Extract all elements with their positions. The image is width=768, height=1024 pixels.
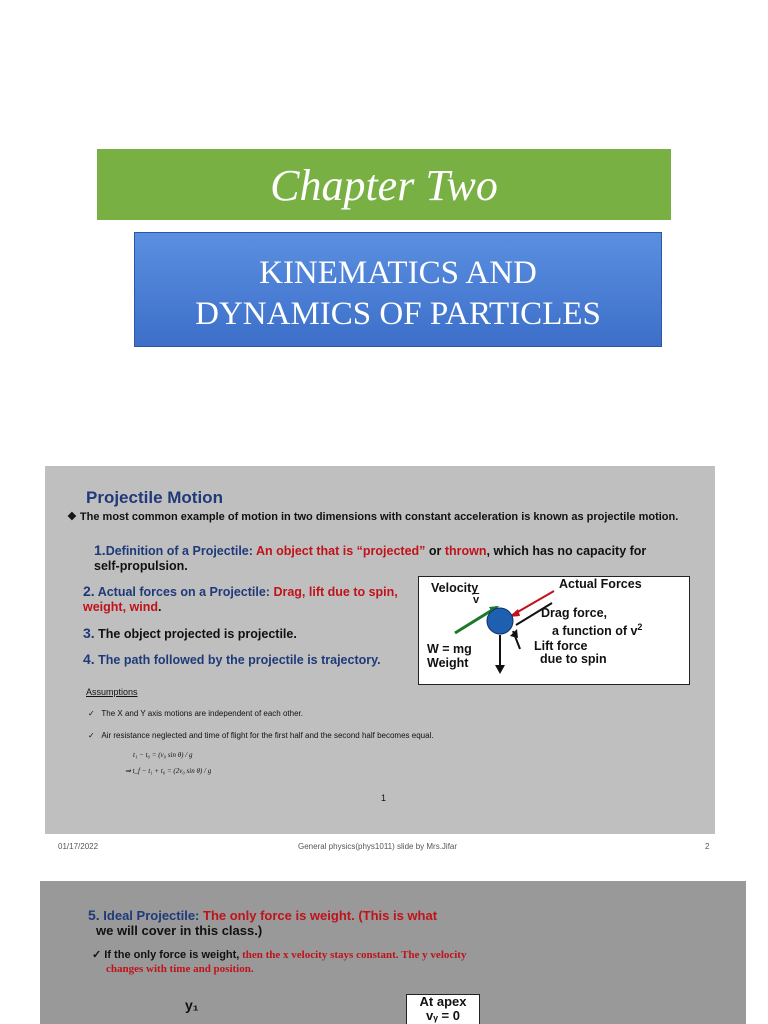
assumptions-heading: Assumptions bbox=[86, 687, 138, 697]
check-icon: ✓ bbox=[88, 709, 102, 718]
slide-projectile-motion bbox=[45, 466, 715, 834]
weight-label: Weight bbox=[427, 656, 469, 670]
item-projectile bbox=[83, 625, 297, 641]
item-label: Actual forces on a Projectile: bbox=[94, 585, 274, 599]
item-text: The path followed by the projectile is trajectory. bbox=[94, 653, 381, 667]
projectile-ball-icon bbox=[487, 608, 513, 634]
footer-page: 2 bbox=[705, 842, 710, 851]
actual-forces-label: Actual Forces bbox=[559, 577, 642, 591]
item-text: . bbox=[158, 600, 162, 614]
equation-1: t₁ − t₀ = (v₀ sin θ) / g bbox=[133, 751, 193, 759]
item-number: 4. bbox=[83, 651, 95, 667]
check-icon: ✓ bbox=[92, 949, 105, 961]
intro-bullet bbox=[67, 511, 697, 523]
drag-label-2: a function of $v^2$ bbox=[552, 622, 643, 639]
item-red-text: An object that is “projected” bbox=[255, 544, 426, 558]
item-definition bbox=[94, 543, 654, 574]
item-label: Ideal Projectile: bbox=[99, 908, 204, 923]
footer-center: General physics(phys1011) slide by Mrs.Jifar bbox=[298, 842, 458, 851]
chapter-title: Chapter Two bbox=[270, 161, 498, 210]
lift-label-2: due to spin bbox=[540, 652, 607, 666]
diamond-bullet-icon: ❖ bbox=[67, 511, 80, 523]
item-label: Definition of a Projectile: bbox=[105, 544, 256, 558]
item-red-text: thrown bbox=[444, 544, 487, 558]
slide-ideal-projectile bbox=[40, 881, 746, 1024]
forces-diagram bbox=[418, 576, 690, 685]
intro-text: The most common example of motion in two dimensions with constant acceleration is known as projectile motion. bbox=[79, 511, 679, 523]
lift-arrowhead bbox=[510, 629, 518, 638]
apex-line-2: vᵧ = 0 bbox=[425, 1008, 460, 1023]
item-text: The object projected is projectile. bbox=[94, 627, 297, 641]
w-mg-label: W = mg bbox=[427, 642, 472, 656]
velocity-label: Velocity bbox=[431, 581, 479, 595]
assumption-1: ✓ The X and Y axis motions are independent of each other. bbox=[88, 709, 303, 718]
assumption-2: ✓ Air resistance neglected and time of flight for the first half and the second half becomes equal. bbox=[88, 731, 434, 740]
topic-line-2: DYNAMICS OF PARTICLES bbox=[195, 296, 601, 332]
item-red-text: The only force is weight. (This is what bbox=[203, 908, 438, 923]
lift-label-1: Lift force bbox=[534, 639, 588, 653]
y1-label: y₁ bbox=[185, 997, 199, 1013]
item-text: , which has no capacity for self-propulsion. bbox=[94, 544, 647, 573]
equation-2: ⇒ t_f − t₁ + t₀ = (2v₀ sin θ) / g bbox=[125, 767, 212, 775]
item-ideal-projectile bbox=[88, 908, 608, 938]
item-actual-forces bbox=[83, 584, 403, 615]
footer-date: 01/17/2022 bbox=[58, 842, 99, 851]
apex-line-1: At apex bbox=[419, 994, 467, 1009]
apex-box bbox=[406, 994, 480, 1024]
slide-page-number: 1 bbox=[381, 793, 387, 803]
item-red-text: Drag, lift due to spin, weight, wind bbox=[83, 585, 398, 614]
item-text: we will cover in this class.) bbox=[96, 923, 263, 938]
item-number: 5. bbox=[88, 907, 100, 923]
item-trajectory bbox=[83, 652, 403, 668]
slide-title: Projectile Motion bbox=[86, 488, 223, 507]
topic-title bbox=[134, 253, 662, 335]
weight-bullet: ✓ If the only force is weight, then the x velocity stays constant. The y velocity changes with time and position. bbox=[92, 949, 467, 975]
item-number: 2. bbox=[83, 583, 95, 599]
item-number: 1. bbox=[94, 542, 106, 558]
topic-line-1: KINEMATICS AND bbox=[259, 255, 537, 291]
item-text: or bbox=[425, 544, 445, 558]
drag-label-1: Drag force, bbox=[541, 606, 607, 620]
check-icon: ✓ bbox=[88, 731, 102, 740]
weight-arrowhead bbox=[495, 665, 505, 674]
velocity-symbol: $\overline{v}$ bbox=[473, 594, 480, 606]
item-number: 3. bbox=[83, 625, 95, 641]
